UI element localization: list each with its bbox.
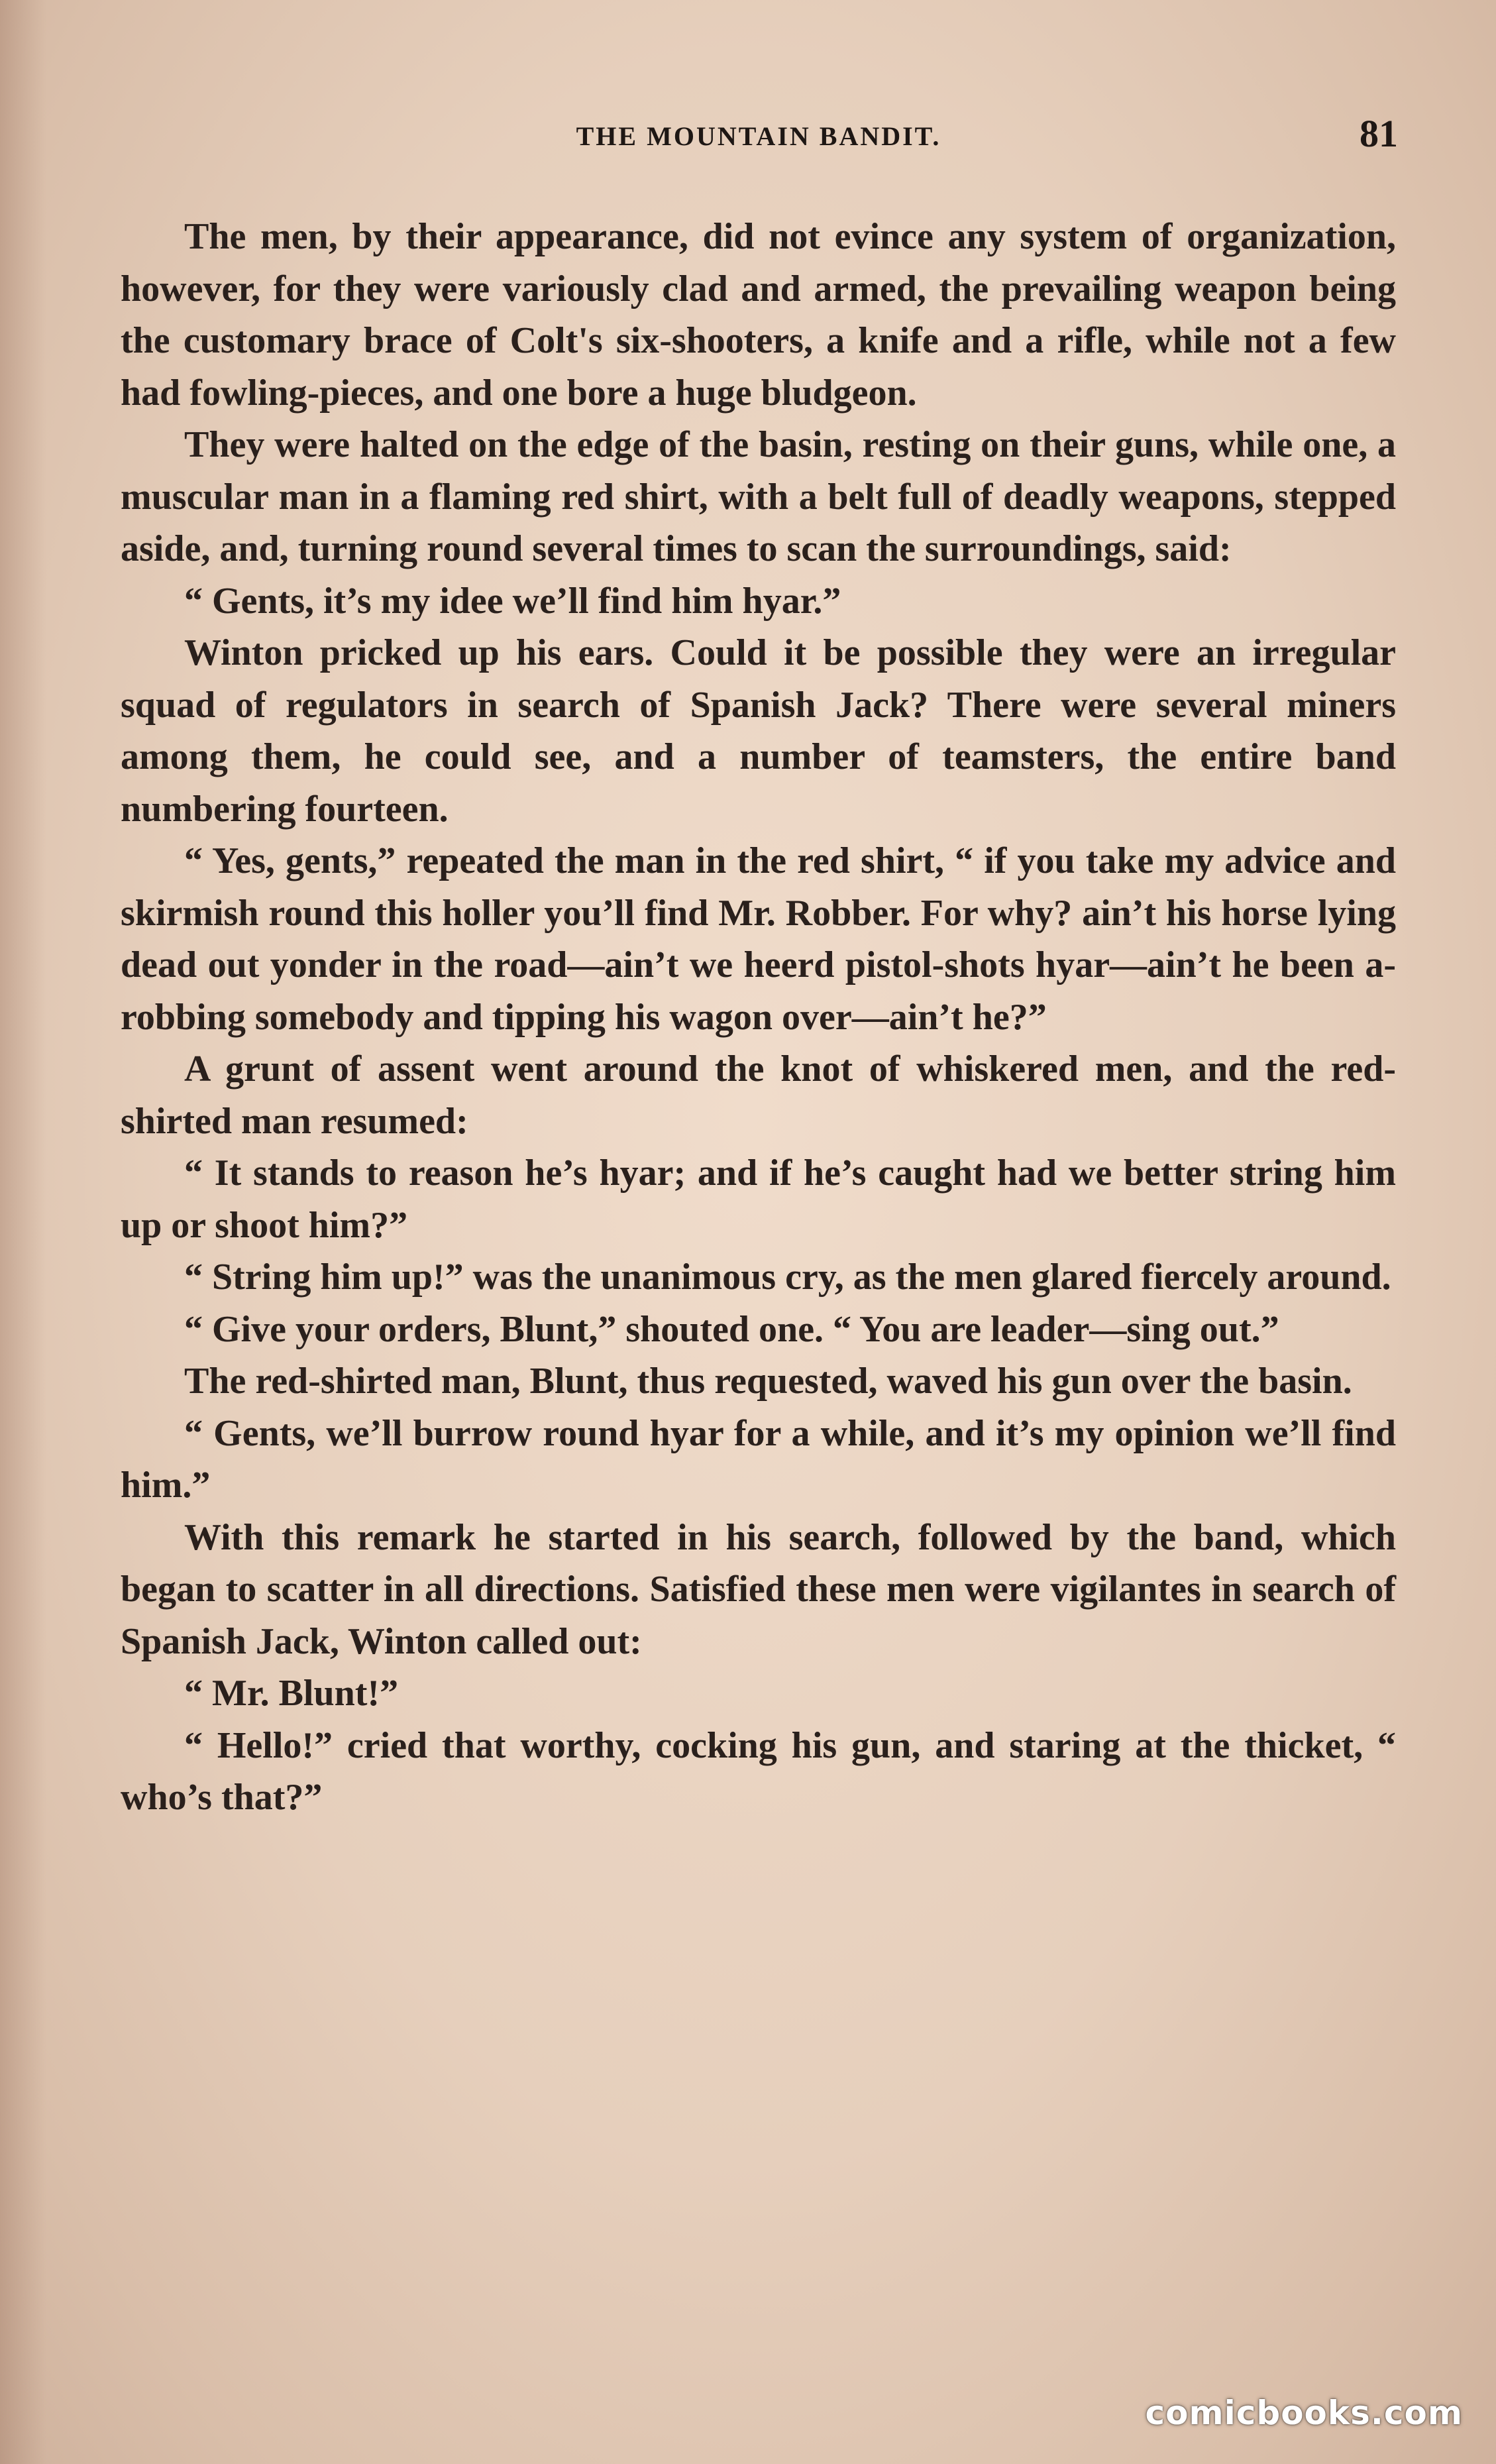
- paragraph: “ Hello!” cried that worthy, cocking his gun, and staring at the thicket, “ who’s that?”: [121, 1724, 1396, 1818]
- paragraph: Winton pricked up his ears. Could it be possible they were an irregular squad of regulators in search of Spanish Jack? There were several miners among them, he could see, and a number of teamsters, the entire band numbering fourteen.: [121, 632, 1396, 830]
- paragraph: “ Yes, gents,” repeated the man in the red shirt, “ if you take my advice and skirmish round this holler you’ll find Mr. Robber. For why? ain’t his horse lying dead out yonder in the road—ain’t we heerd pistol-shots hyar—ain’t he been a-robbing somebody and tipping his wagon over—ain’t he?”: [121, 840, 1396, 1038]
- paragraph: “ Gents, we’ll burrow round hyar for a while, and it’s my opinion we’ll find him.”: [121, 1412, 1396, 1506]
- paragraph: The red-shirted man, Blunt, thus requested, waved his gun over the basin.: [184, 1361, 1352, 1402]
- paragraph: “ Mr. Blunt!”: [184, 1673, 399, 1714]
- paragraph: With this remark he started in his search, followed by the band, which began to scatter in all directions. Satisfied these men were vigilantes in search of Spanish Jack, Winton called out:: [121, 1516, 1396, 1662]
- page-header: [119, 111, 1398, 171]
- running-head: THE MOUNTAIN BANDIT.: [576, 121, 941, 151]
- body-text: [121, 211, 1396, 1824]
- paragraph: “ Give your orders, Blunt,” shouted one. “ You are leader—sing out.”: [184, 1308, 1279, 1350]
- paragraph: The men, by their appearance, did not evince any system of organization, however, for they were variously clad and armed, the prevailing weapon being the customary brace of Colt's six-shooters, a knife and a rifle, while not a few had fowling-pieces, and one bore a huge bludgeon.: [121, 216, 1396, 414]
- paragraph: A grunt of assent went around the knot of whiskered men, and the red-shirted man resumed:: [121, 1048, 1396, 1142]
- page-number: 81: [1360, 112, 1398, 155]
- paragraph: “ Gents, it’s my idee we’ll find him hyar.”: [184, 580, 841, 622]
- paragraph: “ String him up!” was the unanimous cry, as the men glared fiercely around.: [184, 1257, 1391, 1298]
- watermark: comicbooks.com: [1145, 2394, 1463, 2432]
- paragraph: They were halted on the edge of the basin, resting on their guns, while one, a muscular man in a flaming red shirt, with a belt full of deadly weapons, stepped aside, and, turning round several times to scan the surroundings, said:: [121, 424, 1396, 569]
- paragraph: “ It stands to reason he’s hyar; and if he’s caught had we better string him up or shoot him?”: [121, 1152, 1396, 1246]
